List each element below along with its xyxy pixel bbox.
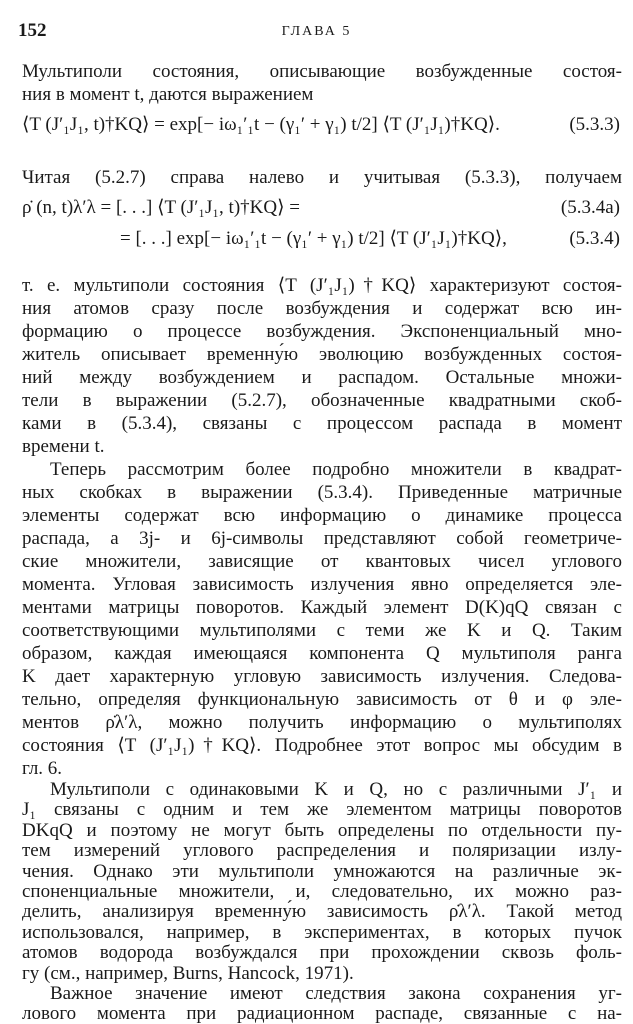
equation [22,112,622,138]
text-line: ния в момент t, даются выражением [22,84,314,105]
text-line: тели в выражении (5.2.7), обозначенные квадратными скоб- [22,390,622,411]
footer-text-line: Важное значение имеют следствия закона сохранения уг- [50,983,622,1004]
equation-expression: ⟨T (J′₁J₁, t)†KQ⟩ = exp[− iω₁′₁t − (γ₁′ + γ₁) t/2] ⟨T (J′₁J₁)†KQ⟩. [22,114,500,135]
running-head: ГЛАВА 5 [281,24,352,39]
footer-text-line: лового момента при радиационном распаде, связанные с на- [22,1003,622,1024]
text-line: гу (см., например, Burns, Hancock, 1971). [22,962,354,984]
text-line: т. е. мультиполи состояния ⟨T (J′₁J₁)†KQ⟩ характеризуют состоя- [22,275,622,296]
text-line: ментами матрицы поворотов. Каждый элемент D(K)qQ связан с [22,597,622,618]
text-line: ками в (5.3.4), связаны с процессом распада в момент [22,413,622,434]
text-line: J₁ связаны с одним и тем же элементом матрицы поворотов [22,799,622,821]
equation [22,226,622,252]
text-line: тельно, определяя функциональную зависимость от θ и φ эле- [22,689,622,710]
equation-number: (5.3.3) [569,114,620,135]
equation-expression: ρ̇ (n, t)λ′λ = [. . .] ⟨T (J′₁J₁, t)†KQ⟩ = [22,197,300,218]
text-line: формацию о процессе возбуждения. Экспоненциальный мно- [22,321,622,342]
equation-number: (5.3.4a) [560,197,620,218]
text-line: K дает характерную угловую зависимость излучения. Следова- [22,666,622,687]
text-line: распада, а 3j- и 6j-символы представляют собой геометриче- [22,528,622,549]
text-line: ментов ρ̇λ′λ, можно получить информацию о мультиполях [22,712,622,733]
text-line: элементы содержат всю информацию о динамике процесса [22,505,622,526]
text-line: соответствующими мультиполями с теми же K и Q. Таким [22,620,622,641]
equation-number: (5.3.4) [569,228,620,249]
text-line: Мультиполи с одинаковыми K и Q, но с различными J′₁ и [50,779,622,800]
text-line: чения. Однако эти мультиполи умножаются на различные эк- [22,860,622,882]
text-line: DKqQ и поэтому не могут быть определены по отдельности пу- [22,819,622,841]
page-number: 152 [18,20,47,41]
equation [22,195,622,221]
text-line: споненциальные множители, и, следовательно, их можно раз- [22,881,622,902]
text-line: использовался, например, в экспериментах, в которых пучок [22,921,622,943]
text-line: житель описывает временну́ю эволюцию возбужденных состоя- [22,344,622,365]
text-line: гл. 6. [22,758,63,779]
text-line: ские множители, зависящие от квантовых чисел углового [22,551,622,572]
text-line: ний между возбуждением и распадом. Остальные множи- [22,367,622,388]
text-line: ния атомов сразу после возбуждения и содержат всю ин- [22,298,622,319]
equation-expression: = [. . .] exp[− iω₁′₁t − (γ₁′ + γ₁) t/2] ⟨T (J′₁J₁)†KQ⟩, [120,228,507,249]
text-line: состояния ⟨T (J′₁J₁)†KQ⟩. Подробнее этот вопрос мы обсудим в [22,735,622,756]
text-line: Теперь рассмотрим более подробно множители в квадрат- [50,459,622,480]
text-line: ных скобках в выражении (5.3.4). Приведенные матричные [22,482,622,503]
text-line: тем измерений углового распределения и поляризации излу- [22,840,622,862]
text-line: атомов водорода возбуждался при прохождении сквозь фоль- [22,942,622,964]
text-line: Читая (5.2.7) справа налево и учитывая (5.3.3), получаем [22,167,622,188]
text-line: образом, каждая имеющаяся компонента Q мультиполя ранга [22,643,622,664]
text-line: Мультиполи состояния, описывающие возбужденные состоя- [22,61,622,82]
text-line: делить, анализируя временну́ю зависимость ρ̇λ′λ. Такой метод [22,901,622,923]
text-line: времени t. [22,436,105,457]
text-line: момента. Угловая зависимость излучения явно определяется эле- [22,574,622,595]
